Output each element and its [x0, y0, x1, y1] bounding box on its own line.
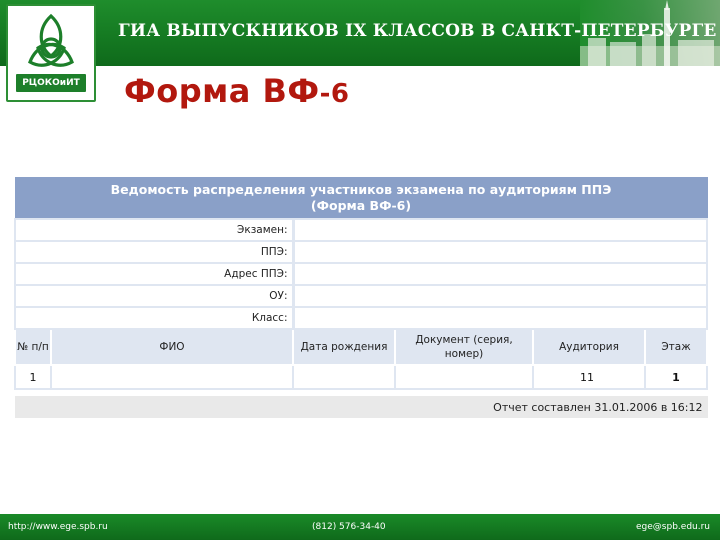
- field-label-class: Класс:: [15, 307, 293, 329]
- form-caption-line1: Ведомость распределения участников экзамена по аудиториям ППЭ: [110, 182, 612, 197]
- field-label-school: ОУ:: [15, 285, 293, 307]
- report-timestamp: Отчет составлен 31.01.2006 в 16:12: [15, 397, 707, 418]
- column-header-number: № п/п: [15, 329, 51, 365]
- column-header-document: Документ (серия, номер): [395, 329, 533, 365]
- logo: [6, 4, 96, 102]
- form-vf6: [14, 177, 706, 418]
- column-header-auditorium: Аудитория: [533, 329, 645, 365]
- field-value-ppe-address: [293, 263, 707, 285]
- column-header-fio: ФИО: [51, 329, 293, 365]
- footer-website-link[interactable]: http://www.ege.spb.ru: [8, 522, 108, 532]
- cell-number: 1: [15, 365, 51, 389]
- footer-bar: [0, 514, 720, 540]
- footer-email-link[interactable]: ege@spb.edu.ru: [636, 522, 710, 532]
- form-caption-line2: (Форма ВФ-6): [310, 198, 412, 213]
- field-value-class: [293, 307, 707, 329]
- form-caption: [15, 178, 707, 220]
- slide-title-number: -6: [319, 79, 350, 109]
- column-header-floor: Этаж: [645, 329, 707, 365]
- field-label-ppe: ППЭ:: [15, 241, 293, 263]
- header-title: ГИА ВЫПУСКНИКОВ IX КЛАССОВ В САНКТ-ПЕТЕРБУРГЕ: [118, 21, 717, 41]
- header-banner: [0, 0, 720, 66]
- slide-title-main: Форма ВФ: [124, 72, 320, 110]
- field-value-ppe: [293, 241, 707, 263]
- field-label-exam: Экзамен:: [15, 219, 293, 241]
- triquetra-logo-icon: [22, 12, 80, 74]
- field-value-school: [293, 285, 707, 307]
- slide-title: [124, 72, 350, 110]
- cell-auditorium: 11: [533, 365, 645, 389]
- field-value-exam: [293, 219, 707, 241]
- cell-birthdate: [293, 365, 395, 389]
- logo-text: РЦОКОиИТ: [16, 74, 86, 92]
- cell-document: [395, 365, 533, 389]
- cell-fio: [51, 365, 293, 389]
- column-header-birthdate: Дата рождения: [293, 329, 395, 365]
- row-spacer: [15, 389, 707, 397]
- form-table: [14, 177, 708, 418]
- table-row: [15, 365, 707, 389]
- field-label-ppe-address: Адрес ППЭ:: [15, 263, 293, 285]
- footer-phone: (812) 576-34-40: [312, 522, 386, 532]
- cell-floor: 1: [645, 365, 707, 389]
